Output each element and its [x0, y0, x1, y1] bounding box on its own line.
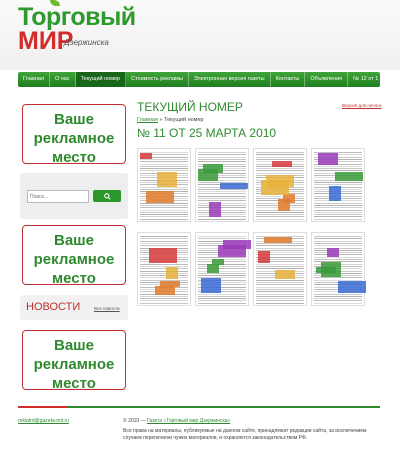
- logo-line1[interactable]: Торговый: [18, 3, 136, 31]
- ad-text-line: Ваше: [53, 232, 95, 249]
- nav-item-ad-prices[interactable]: Стоимость рекламы: [126, 72, 189, 87]
- news-box: [20, 295, 128, 320]
- ad-placeholder[interactable]: [22, 104, 126, 164]
- ad-text-line: Ваше: [53, 337, 95, 354]
- nav-item-classifieds[interactable]: Объявления: [305, 72, 348, 87]
- footer-email-link[interactable]: reklatrd@gazeta-mir.ru: [18, 418, 69, 424]
- page-title: ТЕКУЩИЙ НОМЕР: [137, 100, 243, 114]
- breadcrumb-current: Текущий номер: [164, 117, 204, 123]
- ad-text-line: Ваше: [53, 111, 95, 128]
- ad-text-line: место: [52, 375, 96, 392]
- breadcrumb-home-link[interactable]: Главная: [137, 117, 158, 123]
- breadcrumb-separator: »: [157, 117, 165, 123]
- logo-subtitle: Дзержинска: [64, 38, 109, 47]
- ad-placeholder[interactable]: [22, 225, 126, 285]
- ad-text-line: место: [52, 149, 96, 166]
- issue-page-thumbnail[interactable]: [253, 232, 307, 306]
- breadcrumb: [137, 117, 204, 123]
- all-news-link[interactable]: Все новости: [94, 306, 120, 311]
- issue-page-thumbnail[interactable]: [253, 148, 307, 222]
- nav-item-next-issue[interactable]: № 12 от 1 апреля 2010: [353, 76, 412, 82]
- search-input[interactable]: [27, 190, 89, 203]
- copyright-text: © 2010 —: [123, 418, 146, 424]
- print-version-link[interactable]: Версия для печати: [342, 103, 382, 108]
- nav-item-contacts[interactable]: Контакты: [271, 72, 306, 87]
- ad-text-line: рекламное: [33, 251, 115, 268]
- issue-page-thumbnail[interactable]: [195, 148, 249, 222]
- nav-item-current-issue[interactable]: Текущий номер: [76, 72, 127, 87]
- search-icon: [104, 193, 111, 200]
- copyright-link[interactable]: Газета «Торговый мир Дзержинска»: [146, 418, 231, 424]
- nav-item-e-version[interactable]: Электронная версия газеты: [189, 72, 271, 87]
- search-box: [20, 173, 128, 219]
- ad-text-line: рекламное: [33, 356, 115, 373]
- site-header: [0, 0, 400, 70]
- issue-page-thumbnail[interactable]: [195, 232, 249, 306]
- ad-placeholder[interactable]: [22, 330, 126, 390]
- footer-divider: [18, 406, 380, 408]
- issue-page-thumbnail[interactable]: [311, 232, 365, 306]
- ad-text-line: место: [52, 270, 96, 287]
- ad-text-line: рекламное: [33, 130, 115, 147]
- nav-item-home[interactable]: Главная: [18, 72, 50, 87]
- search-button[interactable]: [93, 190, 121, 202]
- footer-copyright: [123, 418, 230, 424]
- issue-page-thumbnail[interactable]: [137, 148, 191, 222]
- issue-page-thumbnail[interactable]: [137, 232, 191, 306]
- nav-item-about[interactable]: О нас: [50, 72, 76, 87]
- issue-page-thumbnail[interactable]: [311, 148, 365, 222]
- main-nav: [18, 72, 412, 87]
- news-title: НОВОСТИ: [26, 301, 81, 313]
- footer-rights: Все права на материалы, публикуемые на данном сайте, принадлежат редакции сайта, за исключением случаев перепечатки чужих материалов, и охраняются законодательством РФ.: [123, 428, 367, 441]
- issue-title: № 11 ОТ 25 МАРТА 2010: [137, 126, 277, 140]
- logo-line2[interactable]: МИР: [18, 27, 74, 55]
